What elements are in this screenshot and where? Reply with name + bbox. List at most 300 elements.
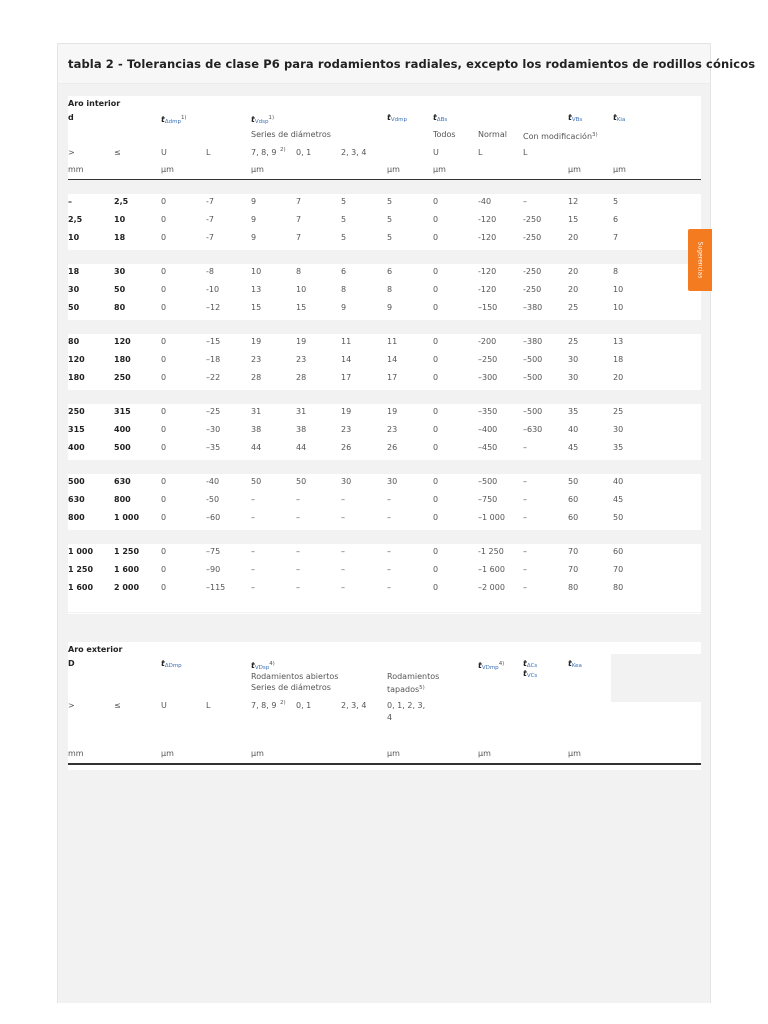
table-cell: 25 bbox=[568, 337, 579, 346]
table-cell: 23 bbox=[251, 355, 262, 364]
table-cell: 0 bbox=[433, 303, 439, 312]
symbol-t-vdmp-outer: tVDmp$^{4)}$ bbox=[478, 661, 505, 671]
table-cell: -7 bbox=[206, 233, 214, 242]
table-cell: 44 bbox=[296, 443, 307, 452]
table-cell: 31 bbox=[251, 407, 262, 416]
table-cell: 1 250 bbox=[114, 547, 140, 556]
table-cell: 80 bbox=[114, 303, 126, 312]
table-cell: -8 bbox=[206, 267, 214, 276]
header-cell: 0, 1, 2, 3, bbox=[387, 701, 426, 710]
table-cell: 0 bbox=[161, 355, 167, 364]
table-row bbox=[68, 352, 701, 368]
table-cell: 7 bbox=[613, 233, 619, 242]
rodamientos-abiertos-label: Rodamientos abiertos bbox=[251, 672, 339, 681]
table-cell: –15 bbox=[206, 337, 221, 346]
table-cell: 50 bbox=[568, 477, 579, 486]
table-cell: 40 bbox=[613, 477, 624, 486]
table-cell: 70 bbox=[568, 547, 579, 556]
table-row bbox=[68, 334, 701, 350]
table-row bbox=[68, 212, 701, 228]
unit-cell: μm bbox=[251, 165, 264, 174]
table-cell: 80 bbox=[68, 337, 80, 346]
header-cell: 0, 1 bbox=[296, 701, 312, 710]
table-cell: 30 bbox=[568, 355, 579, 364]
symbol-t-vcs: tVCs bbox=[523, 669, 538, 679]
unit-cell: μm bbox=[251, 749, 264, 758]
table-row bbox=[68, 264, 701, 280]
table-cell: –115 bbox=[206, 583, 226, 592]
unit-cell: μm bbox=[161, 749, 174, 758]
table-cell: 20 bbox=[568, 233, 579, 242]
table-cell: 10 bbox=[613, 303, 624, 312]
table-cell: –750 bbox=[478, 495, 498, 504]
table-cell: 80 bbox=[613, 583, 624, 592]
table-cell: 12 bbox=[568, 197, 579, 206]
table-cell: 800 bbox=[114, 495, 131, 504]
table-cell: 14 bbox=[387, 355, 398, 364]
table-cell: – bbox=[251, 513, 255, 522]
table-cell: 11 bbox=[387, 337, 398, 346]
table-cell: 5 bbox=[387, 233, 393, 242]
table-cell: 15 bbox=[568, 215, 579, 224]
unit-cell: μm bbox=[387, 165, 400, 174]
table-cell: –30 bbox=[206, 425, 221, 434]
rodamientos-tapados-label-1: Rodamientos bbox=[387, 672, 440, 681]
table-cell: 8 bbox=[296, 267, 302, 276]
unit-cell: μm bbox=[478, 749, 491, 758]
table-row bbox=[68, 544, 701, 560]
table-cell: 0 bbox=[161, 495, 167, 504]
table-cell: 9 bbox=[251, 233, 257, 242]
table-cell: 8 bbox=[341, 285, 347, 294]
table-cell: 6 bbox=[341, 267, 347, 276]
table-row bbox=[68, 370, 701, 386]
table-cell: -10 bbox=[206, 285, 220, 294]
table-row bbox=[68, 580, 701, 596]
symbol-t-vdmp: tVdmp bbox=[387, 113, 407, 123]
symbol-t-deltacs: tΔCs bbox=[523, 659, 538, 669]
table-cell: 35 bbox=[568, 407, 579, 416]
table-cell: 19 bbox=[387, 407, 398, 416]
table-cell: 20 bbox=[568, 285, 579, 294]
group-spacer bbox=[68, 460, 701, 474]
table-cell: 630 bbox=[114, 477, 131, 486]
table-cell: –450 bbox=[478, 443, 498, 452]
table-cell: –1 600 bbox=[478, 565, 505, 574]
table-cell: 25 bbox=[568, 303, 579, 312]
inner-d-label: d bbox=[68, 113, 74, 122]
table-bottom bbox=[68, 612, 701, 613]
table-cell: 18 bbox=[613, 355, 624, 364]
unit-cell: μm bbox=[613, 165, 626, 174]
table-cell: 9 bbox=[341, 303, 347, 312]
table-row bbox=[68, 230, 701, 246]
table-cell: 0 bbox=[161, 425, 167, 434]
table-cell: -250 bbox=[523, 285, 542, 294]
table-cell: -250 bbox=[523, 267, 542, 276]
table-cell: 44 bbox=[251, 443, 262, 452]
table-cell: 630 bbox=[68, 495, 85, 504]
table-cell: 0 bbox=[433, 215, 439, 224]
outer-section-label: Aro exterior bbox=[68, 645, 123, 654]
table-cell: 1 000 bbox=[114, 513, 140, 522]
table-cell: 2 000 bbox=[114, 583, 140, 592]
sugerencias-label: Sugerencias bbox=[696, 241, 704, 279]
table-cell: 1 000 bbox=[68, 547, 94, 556]
table-row bbox=[68, 282, 701, 298]
table-cell: –400 bbox=[478, 425, 498, 434]
inner-section-label: Aro interior bbox=[68, 99, 121, 108]
table-cell: 9 bbox=[251, 197, 257, 206]
unit-cell: mm bbox=[68, 165, 84, 174]
table-cell: 19 bbox=[341, 407, 352, 416]
series-diametros-label: Series de diámetros bbox=[251, 130, 331, 139]
table-cell: -120 bbox=[478, 267, 497, 276]
table-cell: 19 bbox=[296, 337, 307, 346]
table-cell: –150 bbox=[478, 303, 498, 312]
header-cell: 0, 1 bbox=[296, 148, 312, 157]
table-cell: -200 bbox=[478, 337, 497, 346]
table-cell: 80 bbox=[568, 583, 579, 592]
table-cell: 0 bbox=[161, 583, 167, 592]
table-cell: –25 bbox=[206, 407, 221, 416]
table-cell: 0 bbox=[433, 443, 439, 452]
table-cell: –1 000 bbox=[478, 513, 505, 522]
table-cell: 0 bbox=[433, 495, 439, 504]
table-cell: 0 bbox=[161, 215, 167, 224]
outer-header-row-3 bbox=[68, 698, 701, 722]
header-sup: 2) bbox=[280, 147, 286, 153]
table-cell: 315 bbox=[114, 407, 131, 416]
table-cell: 5 bbox=[341, 197, 347, 206]
table-row bbox=[68, 194, 701, 210]
table-cell: – bbox=[341, 565, 345, 574]
table-cell: 400 bbox=[114, 425, 131, 434]
table-cell: 14 bbox=[341, 355, 352, 364]
normal-label: Normal bbox=[478, 130, 507, 139]
table-cell: – bbox=[251, 583, 255, 592]
table-cell: 0 bbox=[161, 513, 167, 522]
header-cell: > bbox=[68, 701, 75, 710]
table-cell: 38 bbox=[296, 425, 307, 434]
header-cell: ≤ bbox=[114, 148, 121, 157]
header-sup: 2) bbox=[280, 700, 286, 706]
table-cell: 45 bbox=[613, 495, 624, 504]
table-cell: 0 bbox=[161, 233, 167, 242]
table-cell: – bbox=[296, 513, 300, 522]
table-cell: 23 bbox=[387, 425, 398, 434]
table-cell: –22 bbox=[206, 373, 221, 382]
table-cell: 250 bbox=[68, 407, 85, 416]
table-cell: 11 bbox=[341, 337, 352, 346]
table-cell: 0 bbox=[433, 373, 439, 382]
table-cell: -120 bbox=[478, 285, 497, 294]
table-row bbox=[68, 422, 701, 438]
table-cell: 0 bbox=[433, 337, 439, 346]
table-cell: -1 250 bbox=[478, 547, 504, 556]
table-row bbox=[68, 510, 701, 526]
title-bar bbox=[58, 44, 756, 84]
unit-cell: μm bbox=[568, 749, 581, 758]
symbol-t-kia: tKia bbox=[613, 113, 626, 123]
table-row bbox=[68, 562, 701, 578]
inner-symbol-row bbox=[68, 110, 701, 126]
table-cell: 30 bbox=[114, 267, 126, 276]
inner-units-row bbox=[68, 162, 701, 178]
table-cell: 60 bbox=[568, 495, 579, 504]
table-cell: 50 bbox=[613, 513, 624, 522]
header-cell: L bbox=[478, 148, 483, 157]
table-cell: –250 bbox=[478, 355, 498, 364]
table-cell: -7 bbox=[206, 197, 214, 206]
unit-cell: μm bbox=[161, 165, 174, 174]
table-cell: -120 bbox=[478, 233, 497, 242]
unit-cell: μm bbox=[387, 749, 400, 758]
table-cell: 0 bbox=[433, 583, 439, 592]
table-cell: 0 bbox=[433, 547, 439, 556]
table-cell: 120 bbox=[68, 355, 85, 364]
table-cell: –18 bbox=[206, 355, 221, 364]
table-cell: 15 bbox=[296, 303, 307, 312]
table-cell: 0 bbox=[161, 477, 167, 486]
symbol-t-deltabs: tΔBs bbox=[433, 113, 448, 123]
table-cell: – bbox=[523, 495, 527, 504]
table-cell: – bbox=[341, 547, 345, 556]
table-cell: 45 bbox=[568, 443, 579, 452]
table-card bbox=[57, 43, 756, 1003]
table-cell: 40 bbox=[568, 425, 579, 434]
header-cell: ≤ bbox=[114, 701, 121, 710]
table-cell: 2,5 bbox=[114, 197, 129, 206]
table-cell: -50 bbox=[206, 495, 220, 504]
table-cell: 35 bbox=[613, 443, 624, 452]
table-title: tabla 2 - Tolerancias de clase P6 para rodamientos radiales, excepto los rodamientos de rodillos cónicos bbox=[68, 57, 756, 71]
table-cell: 0 bbox=[161, 267, 167, 276]
table-cell: 5 bbox=[387, 215, 393, 224]
table-cell: – bbox=[387, 583, 391, 592]
inner-header-row-3 bbox=[68, 145, 701, 161]
table-cell: 5 bbox=[341, 233, 347, 242]
header-cell: U bbox=[433, 148, 439, 157]
table-cell: – bbox=[387, 565, 391, 574]
table-cell: 7 bbox=[296, 197, 302, 206]
symbol-t-vbs: tVBs bbox=[568, 113, 583, 123]
table-cell: 0 bbox=[161, 285, 167, 294]
table-cell: – bbox=[341, 513, 345, 522]
table-cell: 2,5 bbox=[68, 215, 83, 224]
table-cell: – bbox=[523, 443, 527, 452]
table-cell: – bbox=[523, 565, 527, 574]
group-spacer bbox=[68, 320, 701, 334]
table-cell: 26 bbox=[341, 443, 352, 452]
table-cell: 1 600 bbox=[114, 565, 140, 574]
table-cell: 20 bbox=[568, 267, 579, 276]
table-cell: 0 bbox=[433, 513, 439, 522]
table-cell: – bbox=[296, 565, 300, 574]
table-row bbox=[68, 404, 701, 420]
group-spacer bbox=[68, 180, 701, 194]
table-cell: 13 bbox=[251, 285, 262, 294]
table-cell: -40 bbox=[478, 197, 492, 206]
table-cell: 8 bbox=[613, 267, 619, 276]
table-cell: 0 bbox=[433, 425, 439, 434]
table-cell: 180 bbox=[68, 373, 85, 382]
table-cell: – bbox=[296, 547, 300, 556]
table-cell: 0 bbox=[161, 303, 167, 312]
table-cell: -250 bbox=[523, 233, 542, 242]
table-cell: 13 bbox=[613, 337, 624, 346]
unit-cell: mm bbox=[68, 749, 84, 758]
table-cell: 0 bbox=[433, 197, 439, 206]
header-cell: 7, 8, 9 2) bbox=[251, 698, 276, 714]
table-cell: 10 bbox=[251, 267, 262, 276]
table-cell: –90 bbox=[206, 565, 221, 574]
table-cell: 0 bbox=[161, 547, 167, 556]
table-cell: 5 bbox=[387, 197, 393, 206]
table-cell: 50 bbox=[296, 477, 307, 486]
table-cell: -7 bbox=[206, 215, 214, 224]
symbol-t-deltadmp-outer: tΔDmp bbox=[161, 659, 182, 669]
table-cell: 0 bbox=[161, 197, 167, 206]
table-row bbox=[68, 300, 701, 316]
table-cell: –2 000 bbox=[478, 583, 505, 592]
table-cell: – bbox=[523, 197, 527, 206]
table-cell: 5 bbox=[341, 215, 347, 224]
table-cell: 26 bbox=[387, 443, 398, 452]
table-cell: 19 bbox=[251, 337, 262, 346]
group-spacer bbox=[68, 390, 701, 404]
table-cell: 1 600 bbox=[68, 583, 94, 592]
outer-D-label: D bbox=[68, 659, 75, 668]
table-cell: 38 bbox=[251, 425, 262, 434]
table-cell: 70 bbox=[568, 565, 579, 574]
table-cell: – bbox=[523, 583, 527, 592]
table-cell: – bbox=[387, 547, 391, 556]
table-cell: 28 bbox=[296, 373, 307, 382]
header-cell: 7, 8, 9 2) bbox=[251, 145, 276, 161]
table-cell: 0 bbox=[161, 443, 167, 452]
table-cell: 50 bbox=[251, 477, 262, 486]
table-cell: 18 bbox=[68, 267, 80, 276]
table-cell: 50 bbox=[68, 303, 80, 312]
header-cell: U bbox=[161, 148, 167, 157]
table-cell: 250 bbox=[114, 373, 131, 382]
table-cell: –35 bbox=[206, 443, 221, 452]
table-cell: -120 bbox=[478, 215, 497, 224]
table-cell: – bbox=[68, 197, 72, 206]
table-cell: 31 bbox=[296, 407, 307, 416]
table-cell: 6 bbox=[387, 267, 393, 276]
header-cell: 2, 3, 4 bbox=[341, 148, 367, 157]
table-cell: 7 bbox=[296, 215, 302, 224]
table-cell: -250 bbox=[523, 215, 542, 224]
table-cell: 10 bbox=[296, 285, 307, 294]
table-cell: 500 bbox=[114, 443, 131, 452]
header-cell: L bbox=[206, 148, 211, 157]
table-cell: 400 bbox=[68, 443, 85, 452]
header-cell: L bbox=[206, 701, 211, 710]
table-cell: – bbox=[251, 547, 255, 556]
table-cell: –300 bbox=[478, 373, 498, 382]
table-cell: 0 bbox=[161, 373, 167, 382]
table-cell: – bbox=[296, 583, 300, 592]
table-cell: 15 bbox=[251, 303, 262, 312]
header-cell: 4 bbox=[387, 713, 393, 722]
outer-subheader-row-2 bbox=[68, 680, 701, 696]
table-cell: –12 bbox=[206, 303, 221, 312]
table-cell: 0 bbox=[161, 565, 167, 574]
table-cell: – bbox=[341, 495, 345, 504]
outer-header-rule bbox=[68, 763, 701, 765]
table-cell: 800 bbox=[68, 513, 85, 522]
table-cell: –500 bbox=[523, 373, 543, 382]
table-cell: 315 bbox=[68, 425, 85, 434]
table-cell: 0 bbox=[433, 285, 439, 294]
table-cell: – bbox=[523, 547, 527, 556]
header-cell: L bbox=[523, 148, 528, 157]
table-cell: -40 bbox=[206, 477, 220, 486]
table-cell: –75 bbox=[206, 547, 221, 556]
table-cell: 0 bbox=[433, 267, 439, 276]
table-cell: 0 bbox=[433, 233, 439, 242]
table-cell: –380 bbox=[523, 337, 543, 346]
symbol-t-vdsp: tVdsp$^{1)}$ bbox=[251, 115, 275, 125]
table-cell: 23 bbox=[341, 425, 352, 434]
table-cell: –350 bbox=[478, 407, 498, 416]
header-cell: > bbox=[68, 148, 75, 157]
table-cell: 18 bbox=[114, 233, 126, 242]
table-cell: 17 bbox=[341, 373, 352, 382]
header-cell: U bbox=[161, 701, 167, 710]
table-cell: 30 bbox=[341, 477, 352, 486]
symbol-t-vdsp-outer: tVDsp$^{4)}$ bbox=[251, 661, 275, 671]
table-cell: 25 bbox=[613, 407, 624, 416]
outer-series-diametros-label: Series de diámetros bbox=[251, 683, 331, 692]
inner-subheader-row bbox=[68, 127, 701, 143]
table-row bbox=[68, 474, 701, 490]
table-cell: –60 bbox=[206, 513, 221, 522]
table-cell: 0 bbox=[433, 565, 439, 574]
table-cell: 60 bbox=[613, 547, 624, 556]
table-cell: –380 bbox=[523, 303, 543, 312]
table-cell: 30 bbox=[568, 373, 579, 382]
table-cell: – bbox=[341, 583, 345, 592]
table-cell: –500 bbox=[523, 407, 543, 416]
outer-ring-table bbox=[68, 642, 701, 770]
table-cell: 10 bbox=[114, 215, 126, 224]
table-cell: – bbox=[523, 513, 527, 522]
table-cell: 0 bbox=[433, 355, 439, 364]
header-cell: 2, 3, 4 bbox=[341, 701, 367, 710]
table-cell: 60 bbox=[568, 513, 579, 522]
unit-cell: μm bbox=[433, 165, 446, 174]
table-cell: 9 bbox=[251, 215, 257, 224]
table-cell: –630 bbox=[523, 425, 543, 434]
symbol-t-deltadmp: tΔdmp$^{1)}$ bbox=[161, 115, 187, 125]
table-cell: 5 bbox=[613, 197, 619, 206]
table-cell: – bbox=[523, 477, 527, 486]
table-cell: 8 bbox=[387, 285, 393, 294]
table-cell: 10 bbox=[68, 233, 80, 242]
group-spacer bbox=[68, 530, 701, 544]
table-cell: 7 bbox=[296, 233, 302, 242]
table-cell: 50 bbox=[114, 285, 126, 294]
table-cell: 120 bbox=[114, 337, 131, 346]
table-cell: – bbox=[387, 495, 391, 504]
sugerencias-tab[interactable] bbox=[688, 229, 712, 291]
unit-cell: μm bbox=[568, 165, 581, 174]
table-cell: – bbox=[296, 495, 300, 504]
